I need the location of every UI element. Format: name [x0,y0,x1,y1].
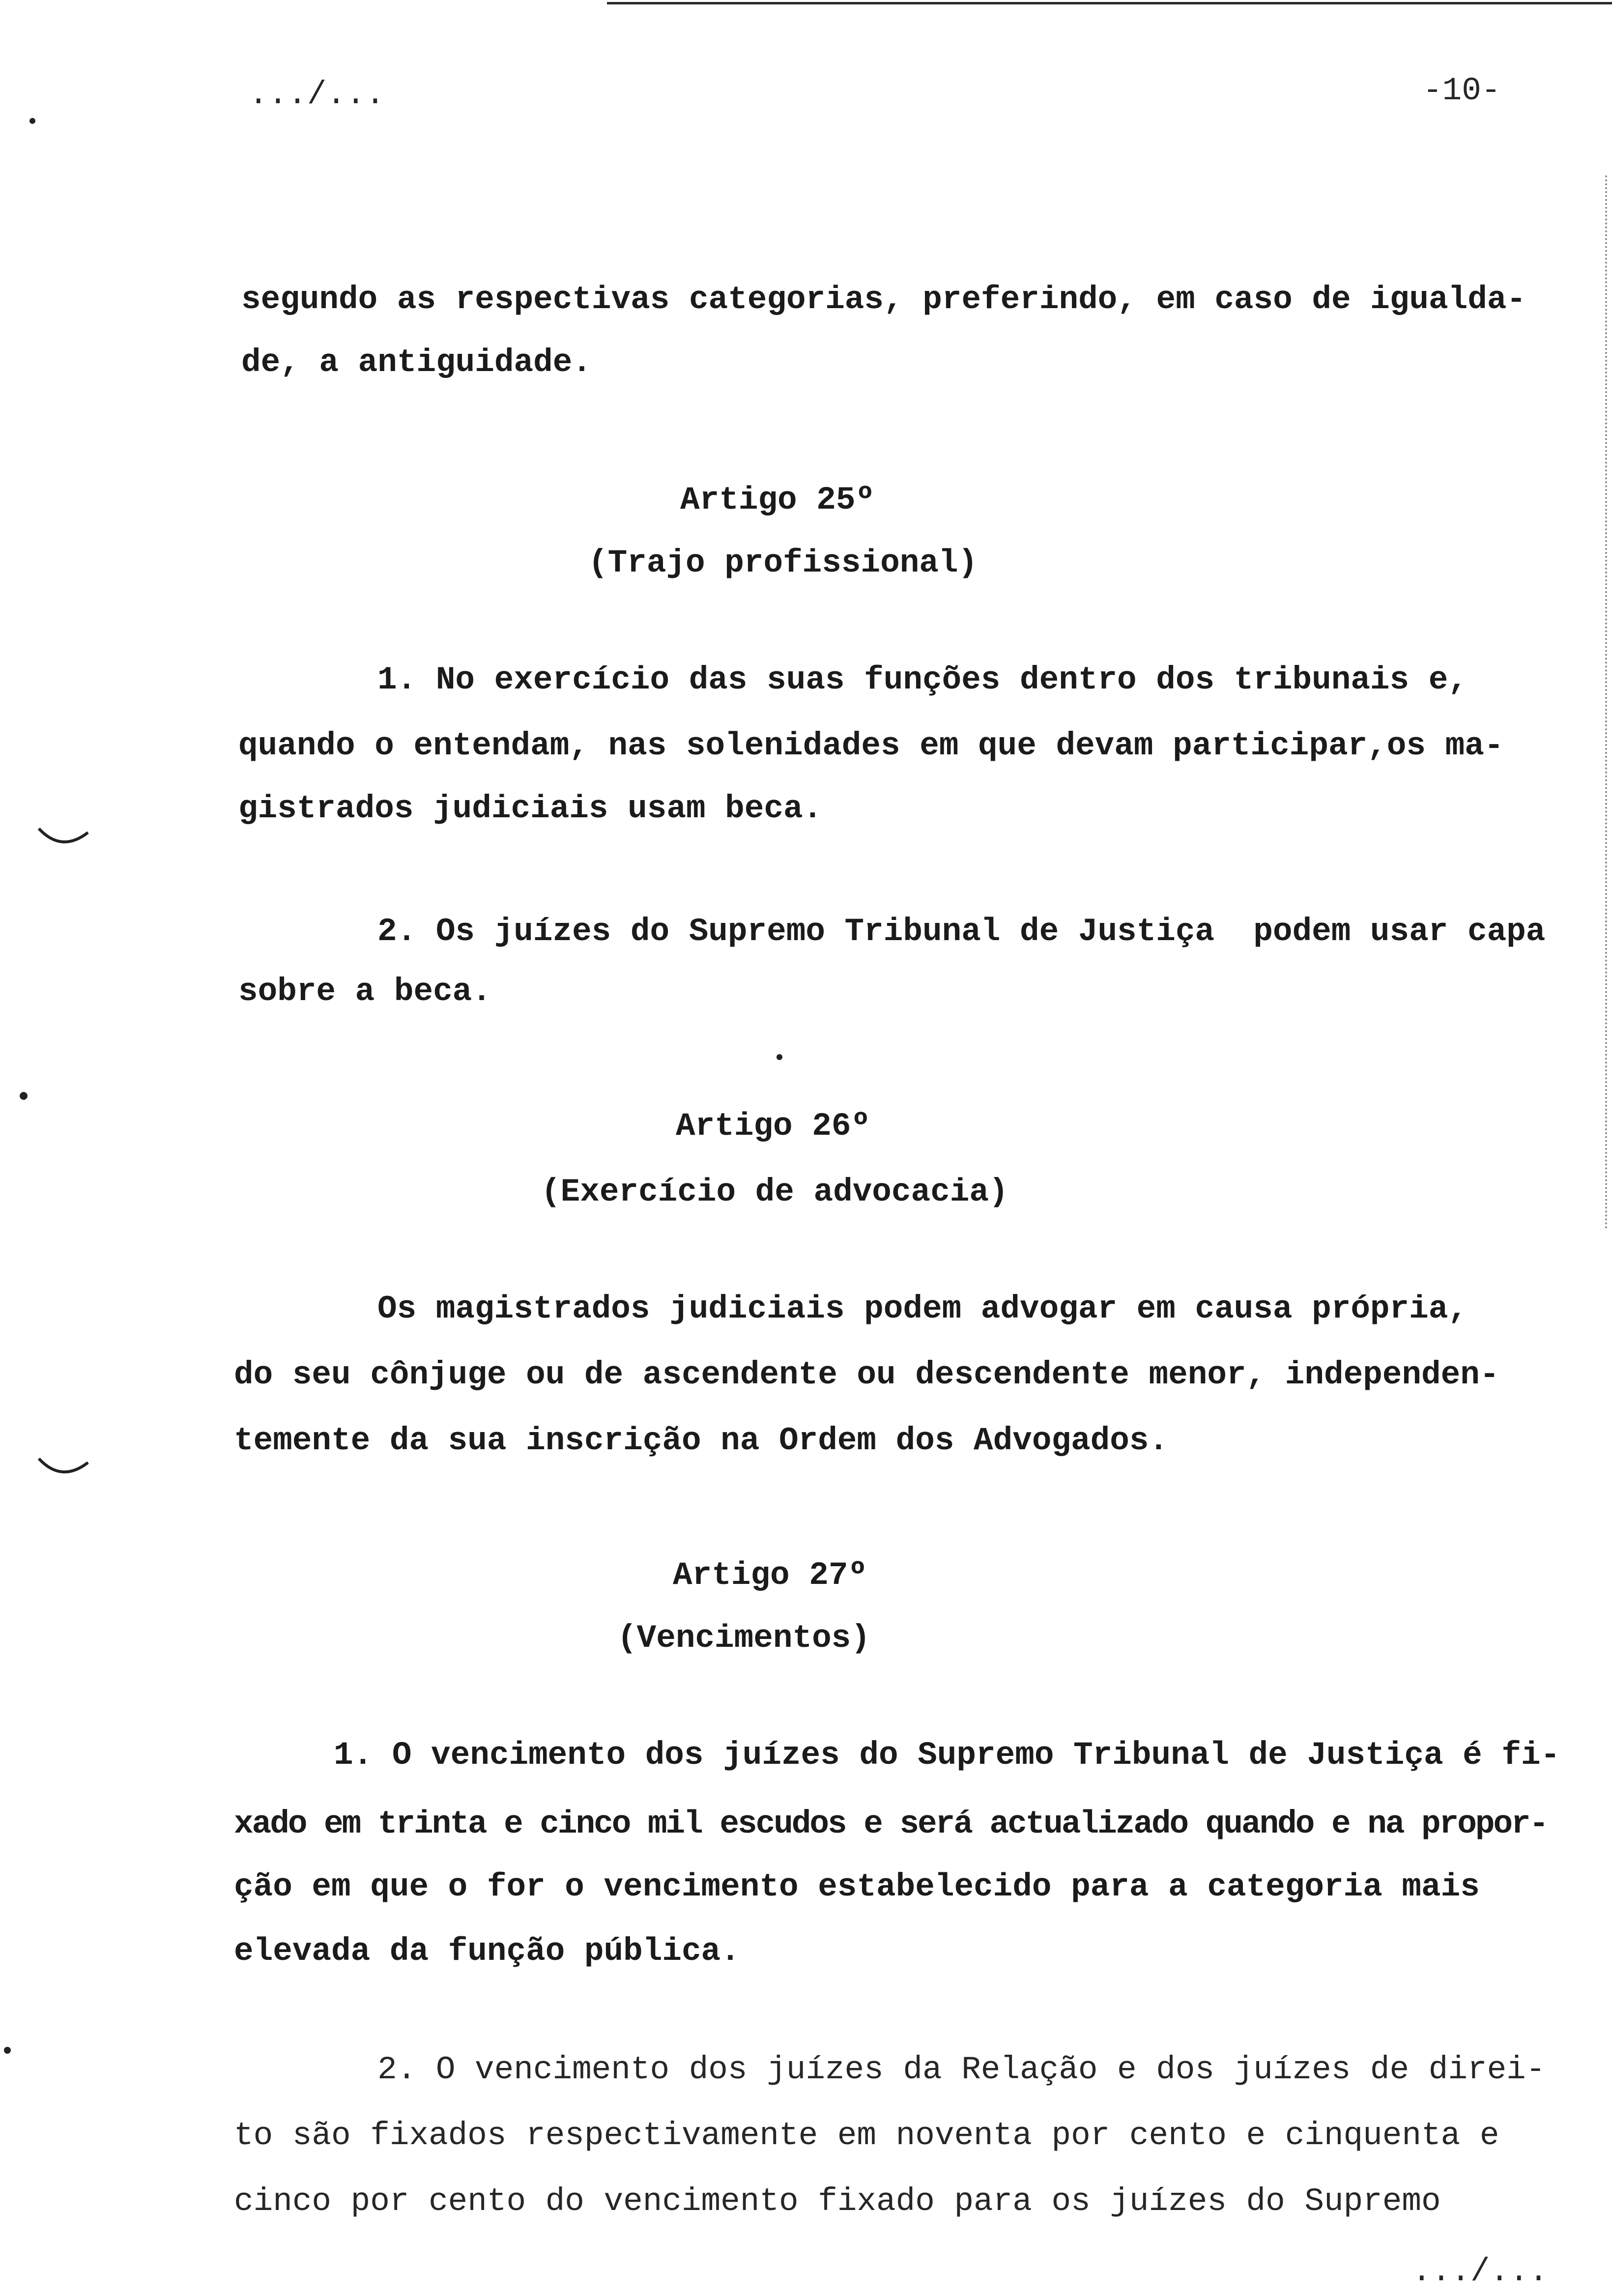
paragraph-line: gistrados judiciais usam beca. [238,790,823,827]
paragraph-line: 2. O vencimento dos juízes da Relação e dos juízes de direi- [377,2051,1546,2088]
scan-speck [4,2047,11,2054]
intro-line: de, a antiguidade. [241,344,592,381]
article-subtitle: (Vencimentos) [617,1620,870,1657]
paragraph-line: xado em trinta e cinco mil escudos e será actualizado quando e na propor- [234,1806,1548,1842]
paragraph-line: elevada da função pública. [234,1933,740,1970]
article-heading: Artigo 27º [673,1557,868,1594]
scan-margin-mark [37,826,91,850]
header-continuation-mark: .../... [249,76,385,113]
paragraph-line: cinco por cento do vencimento fixado para os juízes do Supremo [234,2183,1441,2220]
paragraph-line: 1. No exercício das suas funções dentro dos tribunais e, [377,661,1468,698]
intro-line: segundo as respectivas categorias, preferindo, em caso de igualda- [241,281,1526,318]
paragraph-line: 2. Os juízes do Supremo Tribunal de Justiça podem usar capa [377,913,1546,950]
paragraph-line: temente da sua inscrição na Ordem dos Advogados. [234,1422,1169,1459]
paragraph-line: 1. O vencimento dos juízes do Supremo Tribunal de Justiça é fi- [334,1737,1560,1774]
article-heading: Artigo 26º [676,1108,871,1145]
paragraph-line: sobre a beca. [238,973,491,1010]
scan-margin-mark [37,1456,91,1480]
scan-top-rule [607,2,1612,4]
scan-speck [777,1054,782,1060]
paragraph-line: quando o entendam, nas solenidades em que devam participar,os ma- [238,727,1504,764]
scan-speck [20,1092,28,1100]
footer-continuation-mark: .../... [1412,2253,1549,2290]
article-subtitle: (Trajo profissional) [588,545,978,581]
paragraph-line: Os magistrados judiciais podem advogar em causa própria, [377,1291,1468,1327]
paragraph-line: to são fixados respectivamente em noventa por cento e cinquenta e [234,2117,1499,2154]
article-heading: Artigo 25º [680,482,875,518]
page-number: -10- [1423,72,1501,109]
paragraph-line: do seu cônjuge ou de ascendente ou descendente menor, independen- [234,1356,1499,1393]
scan-edge-specks [1605,175,1607,1230]
scan-speck [29,118,35,124]
paragraph-line: ção em que o for o vencimento estabelecido para a categoria mais [234,1868,1480,1905]
article-subtitle: (Exercício de advocacia) [541,1174,1008,1210]
